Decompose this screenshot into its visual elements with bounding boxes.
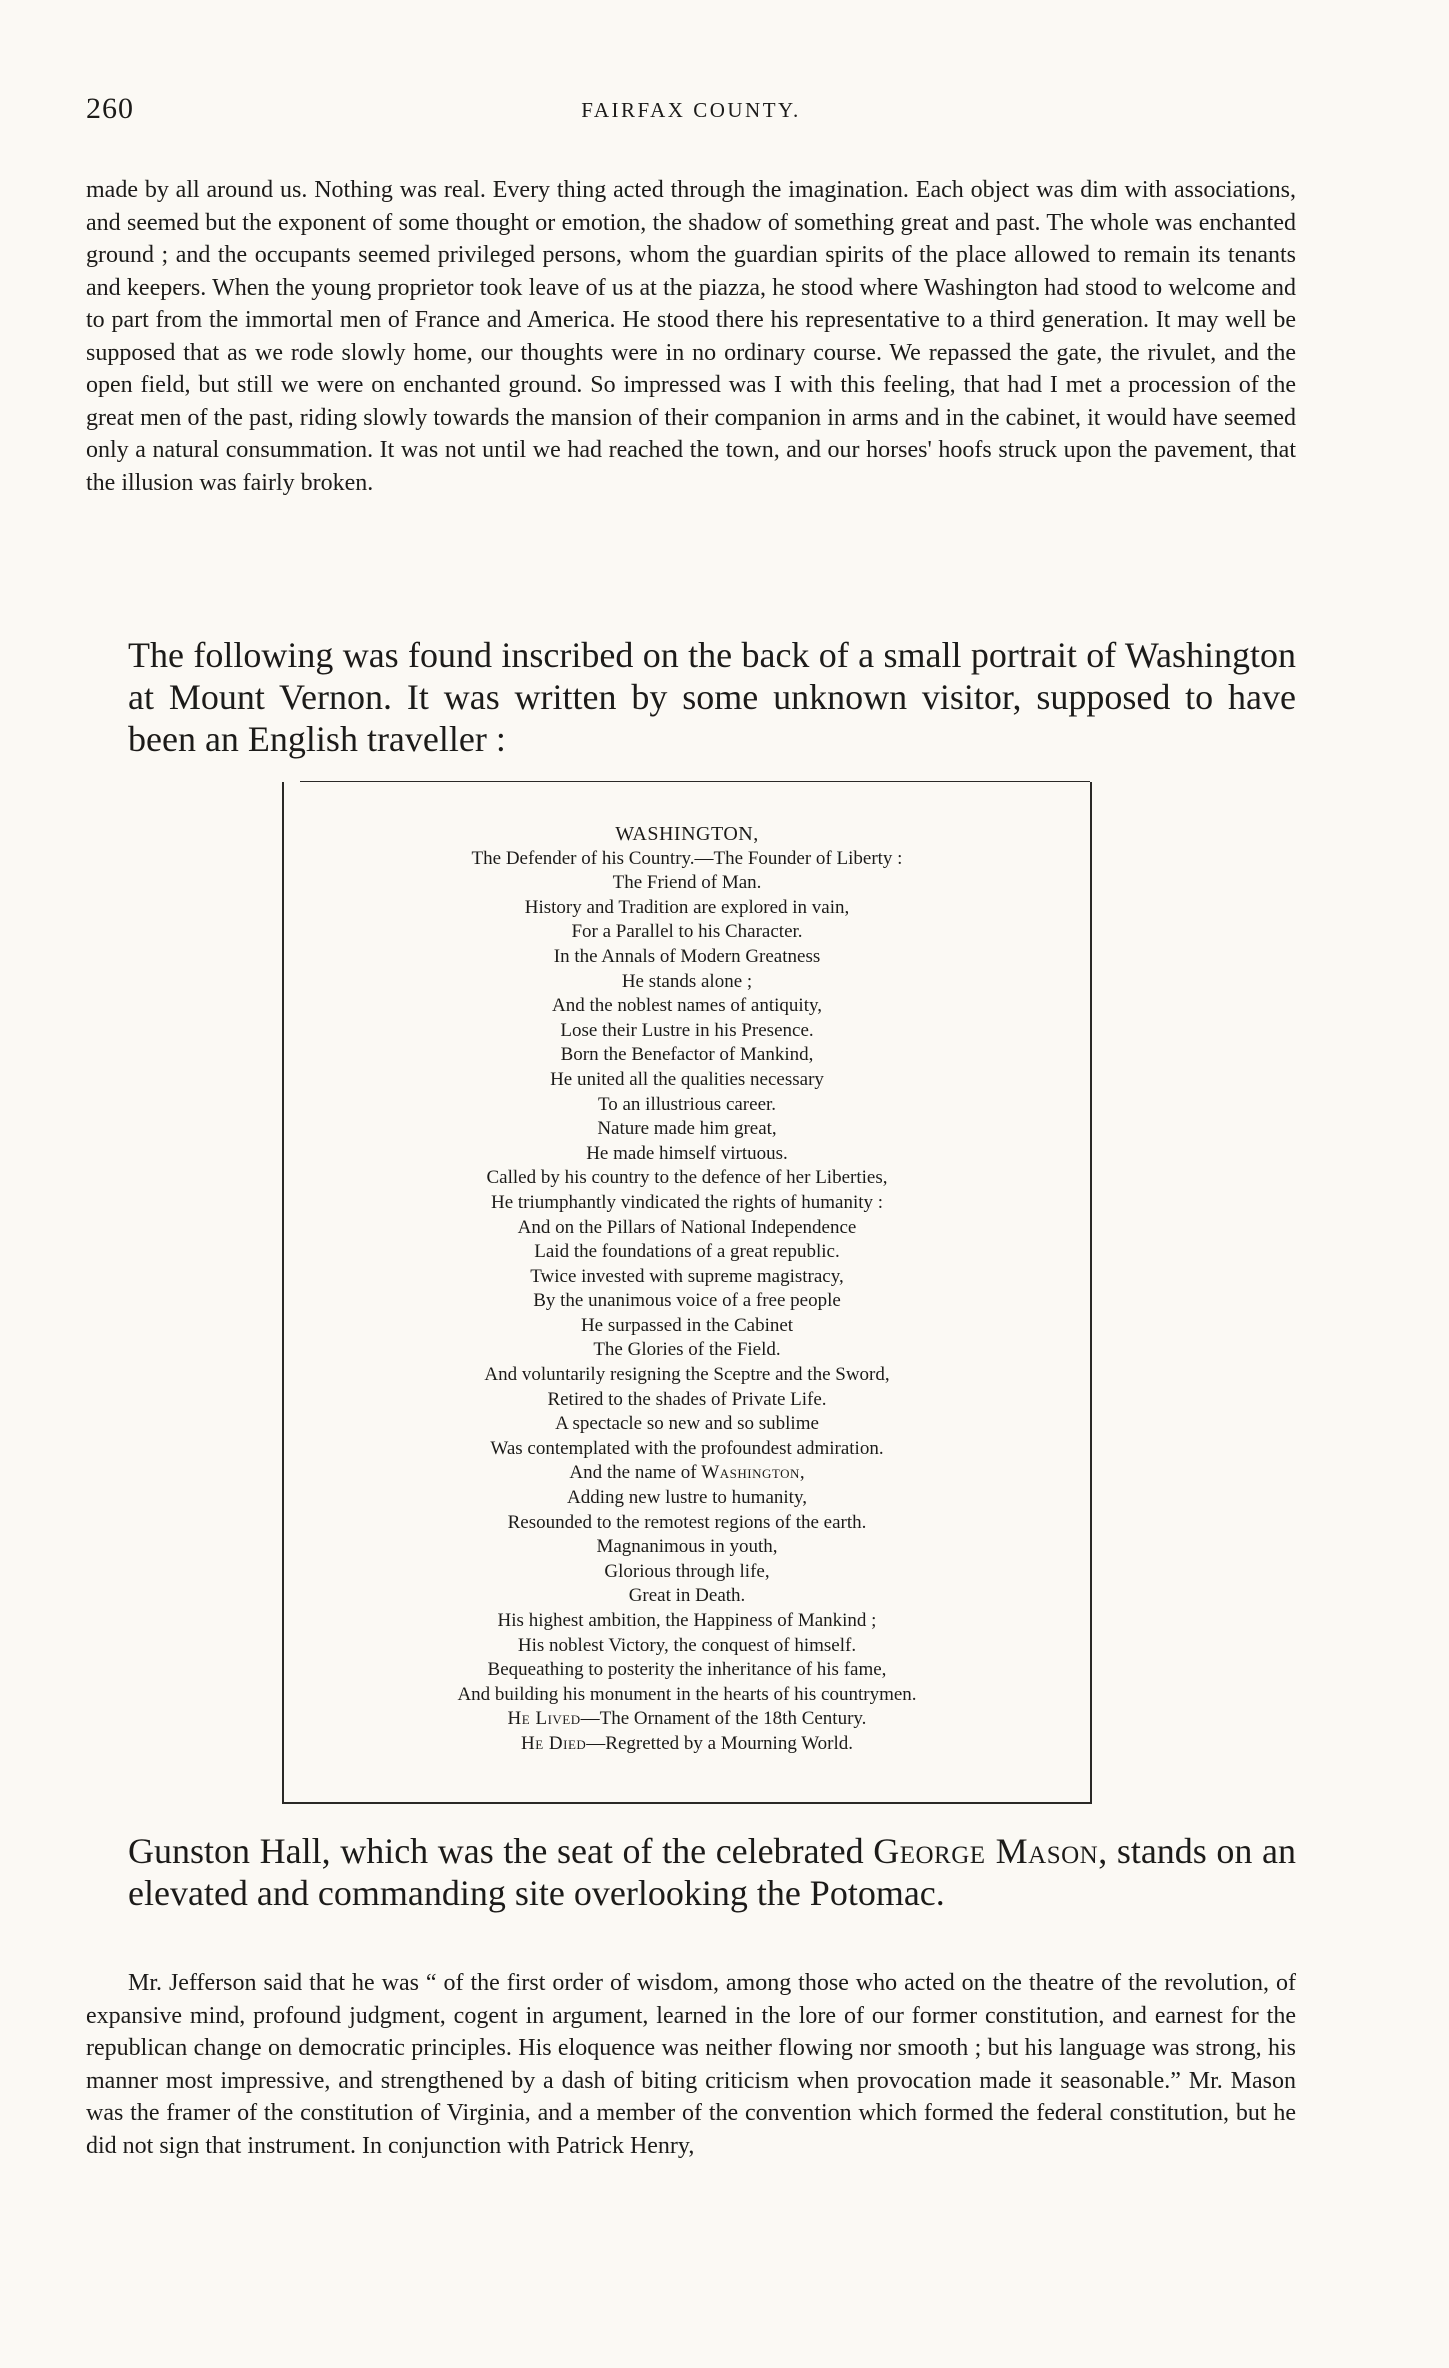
paragraph-jefferson-on-mason: Mr. Jefferson said that he was “ of the first order of wisdom, among those who acted on the theatre of the revolution, of expansive mind, profound judgment, cogent in argument, learned in the lore of our former constitution, and earnest for the republican change on democratic principles. His eloquence was neither flowing nor smooth ; but his language was strong, his manner most impressive, and strengthened by a dash of biting criticism when provocation made it seasonable.” Mr. Mason was the framer of the constitution of Virginia, and a member of the convention which formed the federal constitution, but he did not sign that instrument. In conjunction with Patrick Henry, bbox=[86, 1970, 1296, 2159]
inscription-line: The Friend of Man. bbox=[612, 872, 762, 894]
inscription-line: His noblest Victory, the conquest of himself. bbox=[517, 1634, 857, 1656]
inscription-line: Adding new lustre to humanity, bbox=[567, 1487, 807, 1509]
inscription-line: Born the Benefactor of Mankind, bbox=[560, 1044, 814, 1066]
inscription-line: History and Tradition are explored in vain, bbox=[524, 896, 850, 918]
inscription-line: By the unanimous voice of a free people bbox=[533, 1290, 841, 1312]
inscription-line: And building his monument in the hearts of his countrymen. bbox=[457, 1683, 917, 1705]
inscription-line: He surpassed in the Cabinet bbox=[580, 1314, 794, 1336]
inscription-line: Resounded to the remotest regions of the earth. bbox=[507, 1511, 867, 1533]
paragraph-enchanted-ground: made by all around us. Nothing was real. Every thing acted through the imagination. Each object was dim with associations, and seemed but the exponent of some thought or emotion, the shadow of something great and past. The whole was enchanted ground ; and the occupants seemed privileged persons, whom the guardian spirits of the place allowed to remain its tenants and keepers. When the young proprietor took leave of us at the piazza, he stood where Washington had stood to welcome and to part from the immortal men of France and America. He stood there his representative to a third generation. It may well be supposed that as we rode slowly home, our thoughts were in no ordinary course. We repassed the gate, the rivulet, and the open field, but still we were on enchanted ground. So impressed was I with this feeling, that had I met a procession of the great men of the past, riding slowly towards the mansion of their companion in arms and in the cabinet, it would have seemed only a natural consummation. It was not until we had reached the town, and our horses' hoofs struck upon the pavement, that the illusion was fairly broken. bbox=[86, 177, 1296, 496]
inscription-line: Lose their Lustre in his Presence. bbox=[560, 1019, 814, 1041]
inscription-line: Glorious through life, bbox=[604, 1560, 770, 1582]
inscription-line: A spectacle so new and so sublime bbox=[555, 1413, 819, 1435]
he-lived-label: He Lived bbox=[507, 1708, 581, 1730]
inscription-line-he-lived bbox=[284, 1707, 1090, 1732]
inscription-box bbox=[282, 782, 1092, 1804]
gunston-text: Gunston Hall, which was the seat of the celebrated bbox=[128, 1831, 874, 1871]
inscription-line: And voluntarily resigning the Sceptre and the Sword, bbox=[484, 1364, 890, 1386]
inscription-line: He united all the qualities necessary bbox=[550, 1068, 824, 1090]
inscription-line: The Defender of his Country.—The Founder of Liberty : bbox=[471, 847, 903, 869]
inscription-line: Was contemplated with the profoundest admiration. bbox=[490, 1437, 884, 1459]
inscription-line: Retired to the shades of Private Life. bbox=[547, 1388, 827, 1410]
gunston-hall-paragraph bbox=[128, 1830, 1296, 1914]
inscription-line: Called by his country to the defence of her Liberties, bbox=[486, 1167, 888, 1189]
name-washington: Washington bbox=[701, 1462, 800, 1484]
inscription-line: WASHINGTON, bbox=[615, 823, 759, 845]
inscription-line: For a Parallel to his Character. bbox=[571, 921, 803, 943]
gunston-text: , stands on an elevated and commanding site overlooking the Potomac. bbox=[128, 1831, 1297, 1913]
inscription-line: And on the Pillars of National Independence bbox=[517, 1216, 857, 1238]
inscription-line: His highest ambition, the Happiness of Mankind ; bbox=[497, 1610, 877, 1631]
inscription-intro: The following was found inscribed on the back of a small portrait of Washington at Mount Vernon. It was written by some unknown visitor, supposed to have been an English traveller : bbox=[128, 635, 1296, 759]
inscription-line: Magnanimous in youth, bbox=[596, 1536, 778, 1558]
inscription-line: Nature made him great, bbox=[597, 1118, 777, 1140]
inscription-line: The Glories of the Field. bbox=[593, 1339, 781, 1361]
inscription-fragment: —Regretted by a Mourning World. bbox=[586, 1732, 853, 1754]
inscription-line: He stands alone ; bbox=[621, 970, 753, 992]
inscription-line-name-of-washington bbox=[284, 1461, 1090, 1486]
inscription-line: Laid the foundations of a great republic. bbox=[534, 1241, 840, 1263]
he-died-label: He Died bbox=[520, 1732, 587, 1754]
inscription-line: And the noblest names of antiquity, bbox=[552, 995, 822, 1017]
inscription-fragment: —The Ornament of the 18th Century. bbox=[580, 1708, 867, 1730]
inscription-line: He made himself virtuous. bbox=[586, 1142, 788, 1164]
running-head bbox=[86, 92, 1296, 132]
name-george-mason: George Mason bbox=[873, 1831, 1099, 1871]
inscription-fragment: , bbox=[799, 1462, 805, 1484]
inscription-line: Great in Death. bbox=[628, 1585, 746, 1607]
inscription-line: Bequeathing to posterity the inheritance of his fame, bbox=[487, 1659, 887, 1681]
inscription-line: He triumphantly vindicated the rights of humanity : bbox=[490, 1191, 884, 1213]
page-number: 260 bbox=[86, 92, 134, 125]
inscription-fragment: And the name of bbox=[569, 1462, 702, 1484]
inscription-line: To an illustrious career. bbox=[597, 1093, 777, 1115]
inscription-line: In the Annals of Modern Greatness bbox=[553, 945, 821, 967]
inscription-line: Twice invested with supreme magistracy, bbox=[530, 1265, 844, 1287]
running-title: FAIRFAX COUNTY. bbox=[581, 98, 801, 122]
inscription-line-he-died bbox=[284, 1732, 1090, 1757]
inscription-text bbox=[284, 822, 1090, 1757]
